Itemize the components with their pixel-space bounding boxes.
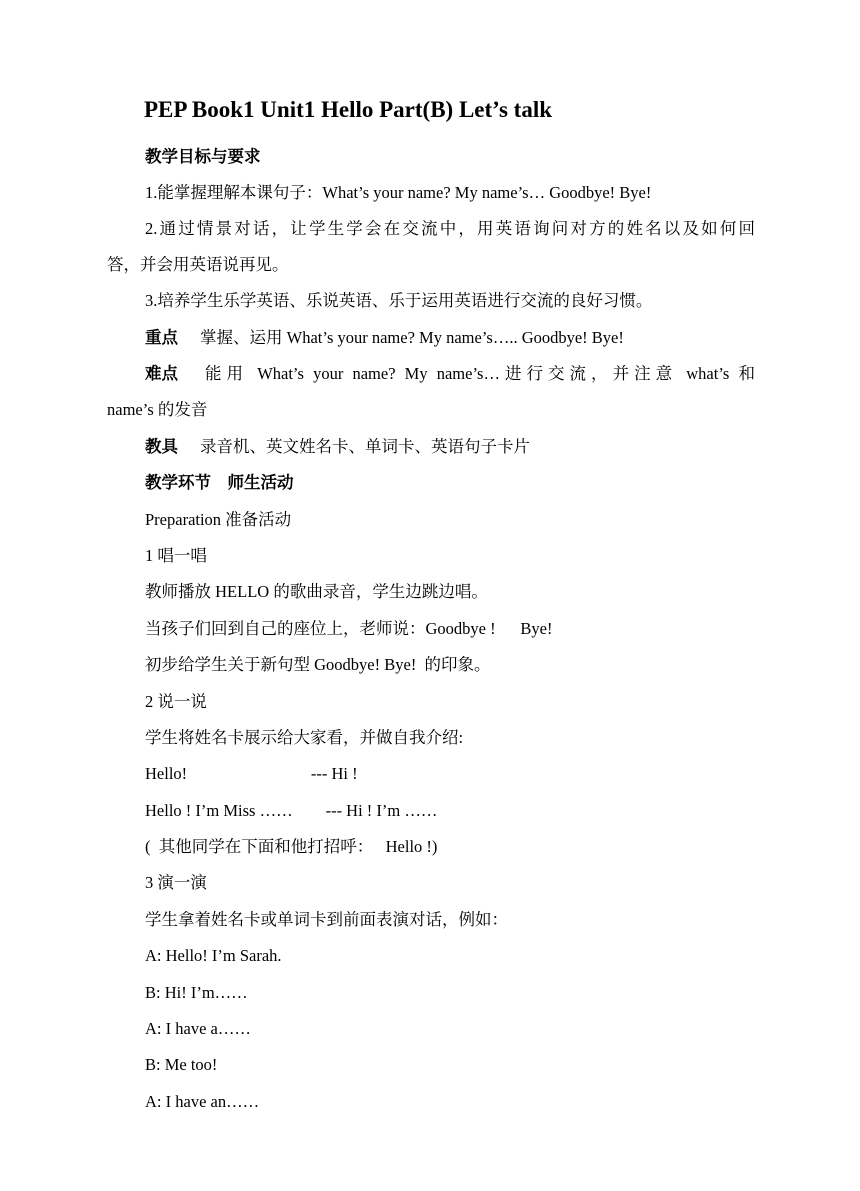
body-line: B: Me too! xyxy=(145,1055,218,1074)
body-line: 初步给学生关于新句型 Goodbye! Bye! 的印象。 xyxy=(145,655,491,674)
goal-2-line-2: 答，并会用英语说再见。 xyxy=(107,255,289,274)
body-line: 3 演一演 xyxy=(145,873,207,892)
difficult-text-line-1: 能用 What’s your name? My name’s…进行交流，并注意 what’s 和 xyxy=(200,364,755,383)
difficult-label: 难点 xyxy=(145,364,178,383)
goal-1: 1.能掌握理解本课句子：What’s your name? My name’s… Goodbye! Bye! xyxy=(145,183,652,202)
difficult-text-line-2: name’s 的发音 xyxy=(107,400,208,419)
goal-2-line-1: 2.通过情景对话，让学生学会在交流中，用英语询问对方的姓名以及如何回 xyxy=(145,219,755,238)
steps-heading: 教学环节 师生活动 xyxy=(145,473,294,492)
body-line: Preparation 准备活动 xyxy=(145,510,292,529)
body-line: Hello! --- Hi ! xyxy=(145,764,358,783)
body-line: 学生将姓名卡展示给大家看，并做自我介绍: xyxy=(145,728,464,747)
body-line: 学生拿着姓名卡或单词卡到前面表演对话，例如： xyxy=(145,910,508,929)
tools-text: 录音机、英文姓名卡、单词卡、英语句子卡片 xyxy=(200,437,530,456)
body-line: 1 唱一唱 xyxy=(145,546,207,565)
body-line: ( 其他同学在下面和他打招呼： Hello !) xyxy=(145,837,438,856)
body-line: A: Hello! I’m Sarah. xyxy=(145,946,282,965)
body-line: 当孩子们回到自己的座位上，老师说：Goodbye ! Bye! xyxy=(145,619,553,638)
key-label: 重点 xyxy=(145,328,178,347)
body-line: 2 说一说 xyxy=(145,692,207,711)
difficult-point xyxy=(145,363,755,385)
tools xyxy=(145,436,530,458)
body-line: A: I have a…… xyxy=(145,1019,251,1038)
document-title: PEP Book1 Unit1 Hello Part(B) Let’s talk xyxy=(144,97,553,122)
goals-heading: 教学目标与要求 xyxy=(145,147,261,166)
key-text: 掌握、运用 What’s your name? My name’s….. Goodbye! Bye! xyxy=(200,328,624,347)
body-line: Hello ! I’m Miss …… --- Hi ! I’m …… xyxy=(145,801,438,820)
body-line: 教师播放 HELLO 的歌曲录音，学生边跳边唱。 xyxy=(145,582,488,601)
tools-label: 教具 xyxy=(145,437,178,456)
body-line: A: I have an…… xyxy=(145,1092,260,1111)
key-point xyxy=(145,327,624,349)
body-line: B: Hi! I’m…… xyxy=(145,983,248,1002)
goal-3: 3.培养学生乐学英语、乐说英语、乐于运用英语进行交流的良好习惯。 xyxy=(145,291,653,310)
